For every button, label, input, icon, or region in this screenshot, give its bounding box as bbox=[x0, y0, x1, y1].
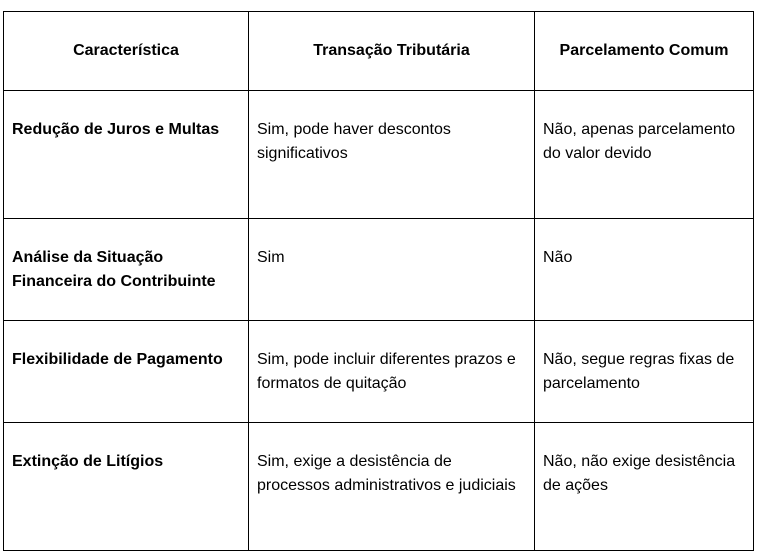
feature-text: Extinção de Litígios bbox=[12, 453, 164, 470]
transacao-cell bbox=[249, 219, 535, 321]
table-row bbox=[4, 423, 754, 551]
feature-cell bbox=[4, 219, 249, 321]
table-row bbox=[4, 321, 754, 423]
parcelamento-text: Não bbox=[543, 249, 573, 266]
table-header-row bbox=[4, 12, 754, 91]
transacao-text: Sim, pode incluir diferentes prazos e formatos de quitação bbox=[257, 351, 516, 392]
feature-cell bbox=[4, 91, 249, 219]
table-row bbox=[4, 91, 754, 219]
parcelamento-cell bbox=[535, 321, 754, 423]
transacao-text: Sim, pode haver descontos significativos bbox=[257, 121, 451, 162]
transacao-text: Sim bbox=[257, 249, 285, 266]
parcelamento-text: Não, segue regras fixas de parcelamento bbox=[543, 351, 735, 392]
transacao-cell bbox=[249, 91, 535, 219]
parcelamento-cell bbox=[535, 423, 754, 551]
transacao-text: Sim, exige a desistência de processos administrativos e judiciais bbox=[257, 453, 516, 494]
parcelamento-cell bbox=[535, 219, 754, 321]
parcelamento-cell bbox=[535, 91, 754, 219]
header-transacao-tributaria: Transação Tributária bbox=[249, 12, 535, 91]
table-row bbox=[4, 219, 754, 321]
feature-text: Redução de Juros e Multas bbox=[12, 121, 220, 138]
feature-text: Análise da Situação Financeira do Contribuinte bbox=[12, 249, 216, 290]
header-caracteristica: Característica bbox=[4, 12, 249, 91]
comparison-table bbox=[3, 11, 754, 551]
header-parcelamento-comum: Parcelamento Comum bbox=[535, 12, 754, 91]
feature-text: Flexibilidade de Pagamento bbox=[12, 351, 223, 368]
transacao-cell bbox=[249, 423, 535, 551]
parcelamento-text: Não, apenas parcelamento do valor devido bbox=[543, 121, 736, 162]
feature-cell bbox=[4, 423, 249, 551]
transacao-cell bbox=[249, 321, 535, 423]
feature-cell bbox=[4, 321, 249, 423]
parcelamento-text: Não, não exige desistência de ações bbox=[543, 453, 736, 494]
